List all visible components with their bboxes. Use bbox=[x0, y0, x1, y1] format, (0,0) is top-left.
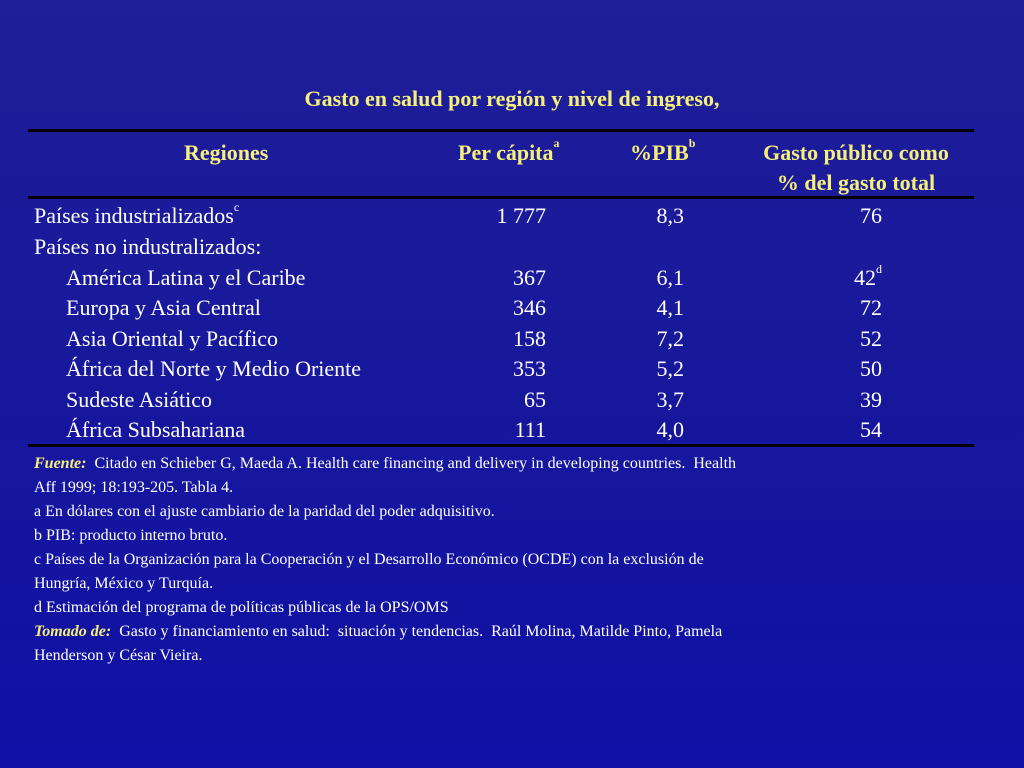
bottom-rule bbox=[28, 444, 974, 447]
table-row bbox=[0, 415, 1024, 445]
note-d: d Estimación del programa de políticas públicas de la OPS/OMS bbox=[34, 599, 449, 616]
row-gasto: 72 bbox=[860, 295, 882, 320]
row-gasto: 39 bbox=[860, 387, 882, 412]
table-row bbox=[0, 293, 1024, 323]
row-gasto: 52 bbox=[860, 326, 882, 351]
note-a: a En dólares con el ajuste cambiario de la paridad del poder adquisitivo. bbox=[34, 503, 495, 520]
header-gasto-publico: Gasto público como % del gasto total bbox=[763, 140, 949, 195]
row-pib: 8,3 bbox=[656, 203, 684, 228]
row-pib: 4,0 bbox=[656, 417, 684, 442]
note-c-cont: Hungría, México y Turquía. bbox=[34, 575, 214, 592]
table-title: Gasto en salud por región y nivel de ingreso, bbox=[304, 86, 720, 111]
row-per-capita: 353 bbox=[513, 356, 546, 381]
row-region-name: África Subsahariana bbox=[66, 417, 245, 442]
row-region-name: Asia Oriental y Pacífico bbox=[66, 326, 278, 351]
table-row bbox=[0, 263, 1024, 293]
row-pib: 6,1 bbox=[656, 265, 684, 290]
row-pib: 7,2 bbox=[656, 326, 684, 351]
footnotes bbox=[34, 452, 964, 668]
note-tomado-cont: Henderson y César Vieira. bbox=[34, 647, 203, 664]
row-pib: 3,7 bbox=[656, 387, 684, 412]
row-region-name: África del Norte y Medio Oriente bbox=[66, 356, 362, 381]
row-region-name: Europa y Asia Central bbox=[66, 295, 261, 320]
row-region-name: América Latina y el Caribe bbox=[66, 265, 306, 290]
table-row bbox=[0, 232, 1024, 262]
header-per-capita: Per cápita$^a$ bbox=[458, 136, 560, 165]
note-c: c Países de la Organización para la Cooperación y el Desarrollo Económico (OCDE) con la exclusión de bbox=[34, 551, 704, 568]
row-region-name: Países industrializados$^c$ bbox=[34, 200, 240, 228]
row-per-capita: 158 bbox=[513, 326, 546, 351]
note-tomado bbox=[34, 620, 964, 644]
tomado-label: Tomado de: bbox=[34, 623, 112, 640]
row-region-name: Países no industralizados: bbox=[34, 234, 262, 259]
note-b: b PIB: producto interno bruto. bbox=[34, 527, 228, 544]
note-fuente bbox=[34, 452, 964, 476]
header-pib: %PIB$^b$ bbox=[630, 136, 696, 165]
table-row bbox=[0, 354, 1024, 384]
row-pib: 4,1 bbox=[656, 295, 684, 320]
header-regiones: Regiones bbox=[184, 140, 269, 165]
row-pib: 5,2 bbox=[656, 356, 684, 381]
row-per-capita: 1 777 bbox=[496, 203, 546, 228]
table-row bbox=[0, 324, 1024, 354]
row-per-capita: 111 bbox=[514, 417, 546, 442]
header-rule bbox=[28, 196, 974, 199]
row-per-capita: 367 bbox=[513, 265, 546, 290]
row-region-name: Sudeste Asiático bbox=[66, 387, 213, 412]
row-gasto: 50 bbox=[860, 356, 882, 381]
fuente-label: Fuente: bbox=[34, 455, 87, 472]
note-fuente-cont: Aff 1999; 18:193-205. Tabla 4. bbox=[34, 479, 234, 496]
fuente-text: Citado en Schieber G, Maeda A. Health care financing and delivery in developing countries. Health bbox=[86, 455, 737, 472]
top-rule bbox=[28, 129, 974, 132]
row-gasto: 54 bbox=[860, 417, 882, 442]
tomado-text: Gasto y financiamiento en salud: situación y tendencias. Raúl Molina, Matilde Pinto, Pamela bbox=[111, 623, 723, 640]
row-gasto: 42$^d$ bbox=[854, 262, 882, 290]
row-per-capita: 346 bbox=[513, 295, 546, 320]
table-row bbox=[0, 385, 1024, 415]
row-gasto: 76 bbox=[860, 203, 882, 228]
table-row bbox=[0, 201, 1024, 231]
row-per-capita: 65 bbox=[524, 387, 546, 412]
